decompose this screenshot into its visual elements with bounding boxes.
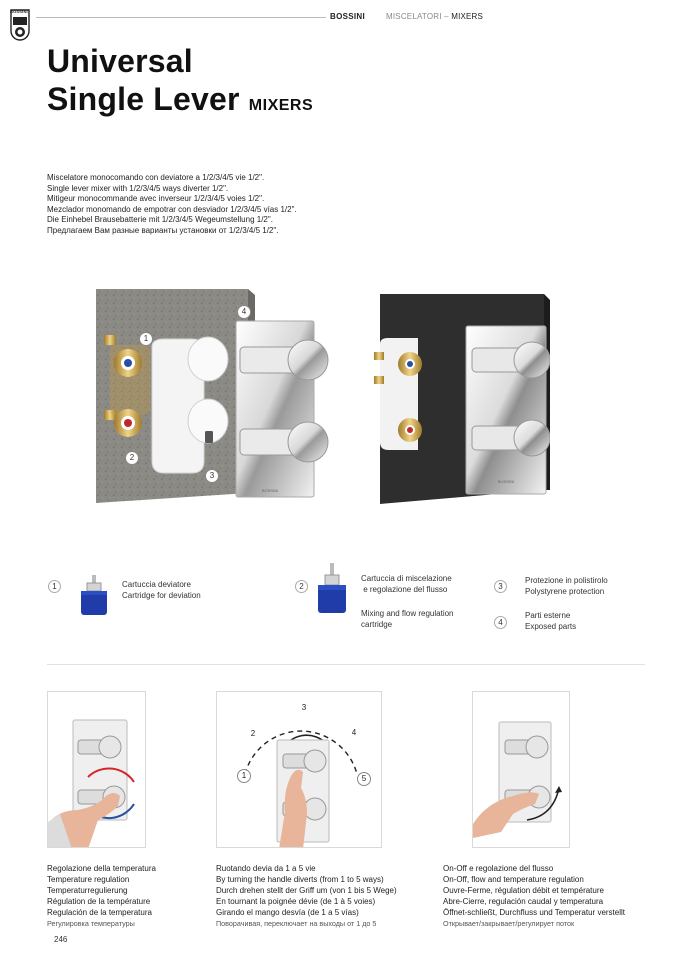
legend-number-4: 4: [494, 616, 507, 629]
product-description: [47, 173, 297, 237]
diverter-position-1: 1: [237, 769, 251, 783]
temperature-operation-figure: [47, 691, 146, 848]
legend-4-line-1: Parti esterne: [525, 611, 571, 620]
title-suffix: MIXERS: [248, 97, 314, 114]
section-divider: [47, 664, 645, 665]
header-rule: [36, 17, 326, 18]
op-2-line-1: Ruotando devia da 1 a 5 vie: [216, 864, 316, 873]
legend-3-line-2: Polystyrene protection: [525, 587, 605, 596]
legend-2-line-5: cartridge: [361, 620, 393, 629]
callout-1: 1: [139, 332, 153, 346]
header-brand: BOSSINI: [330, 12, 365, 21]
page-number: 246: [54, 935, 68, 944]
legend-text-2: [361, 573, 454, 630]
temperature-operation-caption: [47, 864, 156, 929]
op-2-line-4: En tournant la poignée dévie (de 1 à 5 voies): [216, 896, 376, 906]
op-1-line-3: Temperaturregulierung: [47, 885, 128, 895]
legend-2-line-1: Cartuccia di miscelazione: [361, 574, 452, 583]
page-title: [47, 42, 313, 125]
faceplate-brand-mark: BOSSINI: [261, 488, 279, 493]
op-2-line-ru: Поворачивая, переключает на выходы от 1 до 5: [216, 918, 377, 928]
op-1-line-4: Régulation de la température: [47, 896, 151, 906]
legend-text-1: [122, 579, 201, 601]
desc-en: Single lever mixer with 1/2/3/4/5 ways diverter 1/2".: [47, 183, 229, 193]
op-2-line-5: Girando el mango desvía (de 1 a 5 vías): [216, 907, 359, 917]
legend-number-3: 3: [494, 580, 507, 593]
op-3-line-5: Öffnet-schließt, Durchfluss und Temperatur verstellt: [443, 907, 625, 917]
logo-text: BOSSINI: [10, 9, 28, 14]
desc-it: Miscelatore monocomando con deviatore a 1/2/3/4/5 vie 1/2".: [47, 173, 265, 182]
op-1-line-2: Temperature regulation: [47, 874, 130, 884]
diverter-cartridge-icon: [77, 573, 111, 617]
title-line-1: Universal: [47, 43, 193, 79]
op-1-line-5: Regulación de la temperatura: [47, 907, 152, 917]
title-line-2-text: Single Lever: [47, 81, 240, 117]
op-2-line-3: Durch drehen stellt der Griff um (von 1 bis 5 Wege): [216, 885, 397, 895]
legend-2-spacer: [361, 595, 454, 608]
legend-number-1: 1: [48, 580, 61, 593]
legend-1-line-1: Cartuccia deviatore: [122, 580, 191, 589]
legend-number-2: 2: [295, 580, 308, 593]
op-3-line-3: Ouvre-Ferme, régulation débit et température: [443, 885, 604, 895]
category-en: MIXERS: [451, 12, 484, 21]
diverter-operation-caption: [216, 864, 397, 929]
op-2-line-2: By turning the handle diverts (from 1 to 5 ways): [216, 874, 384, 884]
op-3-line-ru: Открывает/закрывает/регулирует поток: [443, 918, 575, 928]
legend-2-line-2: e regolazione del flusso: [361, 585, 448, 594]
callout-3: 3: [205, 469, 219, 483]
assembled-installation-render: [368, 290, 550, 508]
desc-ru: Предлагаем Вам разные варианты установки от 1/2/3/4/5 1/2".: [47, 225, 279, 235]
diverter-position-4: 4: [347, 727, 361, 741]
legend-1-line-2: Cartridge for deviation: [122, 591, 201, 600]
op-3-line-2: On-Off, flow and temperature regulation: [443, 874, 584, 884]
category-separator: –: [441, 12, 452, 21]
legend-2-line-4: Mixing and flow regulation: [361, 609, 454, 618]
title-line-2: [47, 80, 313, 125]
legend-3-line-1: Protezione in polistirolo: [525, 576, 608, 585]
desc-fr: Mitigeur monocommande avec inverseur 1/2/3/4/5 voies 1/2".: [47, 194, 265, 204]
header-category: [386, 12, 483, 21]
faceplate-brand-mark: BOSSINI: [497, 479, 515, 484]
diverter-operation-figure: [216, 691, 382, 848]
temperature-handle-illustration: [48, 692, 146, 848]
flow-handle-illustration: [473, 692, 570, 848]
diverter-position-5: 5: [357, 772, 371, 786]
diverter-position-3: 3: [297, 702, 311, 716]
legend-4-line-2: Exposed parts: [525, 622, 577, 631]
legend-text-4: [525, 610, 576, 632]
flow-operation-figure: [472, 691, 570, 848]
op-3-line-1: On-Off e regolazione del flusso: [443, 864, 554, 873]
op-1-line-1: Regolazione della temperatura: [47, 864, 156, 873]
legend-text-3: [525, 575, 608, 597]
diverter-position-2: 2: [246, 728, 260, 742]
mixing-cartridge-icon: [313, 561, 351, 617]
flow-operation-caption: [443, 864, 625, 929]
desc-es: Mezclador monomando de empotrar con desviador 1/2/3/4/5 vías 1/2".: [47, 204, 297, 214]
desc-de: Die Einhebel Brausebatterie mit 1/2/3/4/5 Wegeumstellung 1/2".: [47, 215, 273, 225]
callout-2: 2: [125, 451, 139, 465]
category-it: MISCELATORI: [386, 12, 442, 21]
op-3-line-4: Abre-Cierre, regulación caudal y temperatura: [443, 896, 604, 906]
callout-4: 4: [237, 305, 251, 319]
op-1-line-ru: Регулировка температуры: [47, 918, 135, 928]
